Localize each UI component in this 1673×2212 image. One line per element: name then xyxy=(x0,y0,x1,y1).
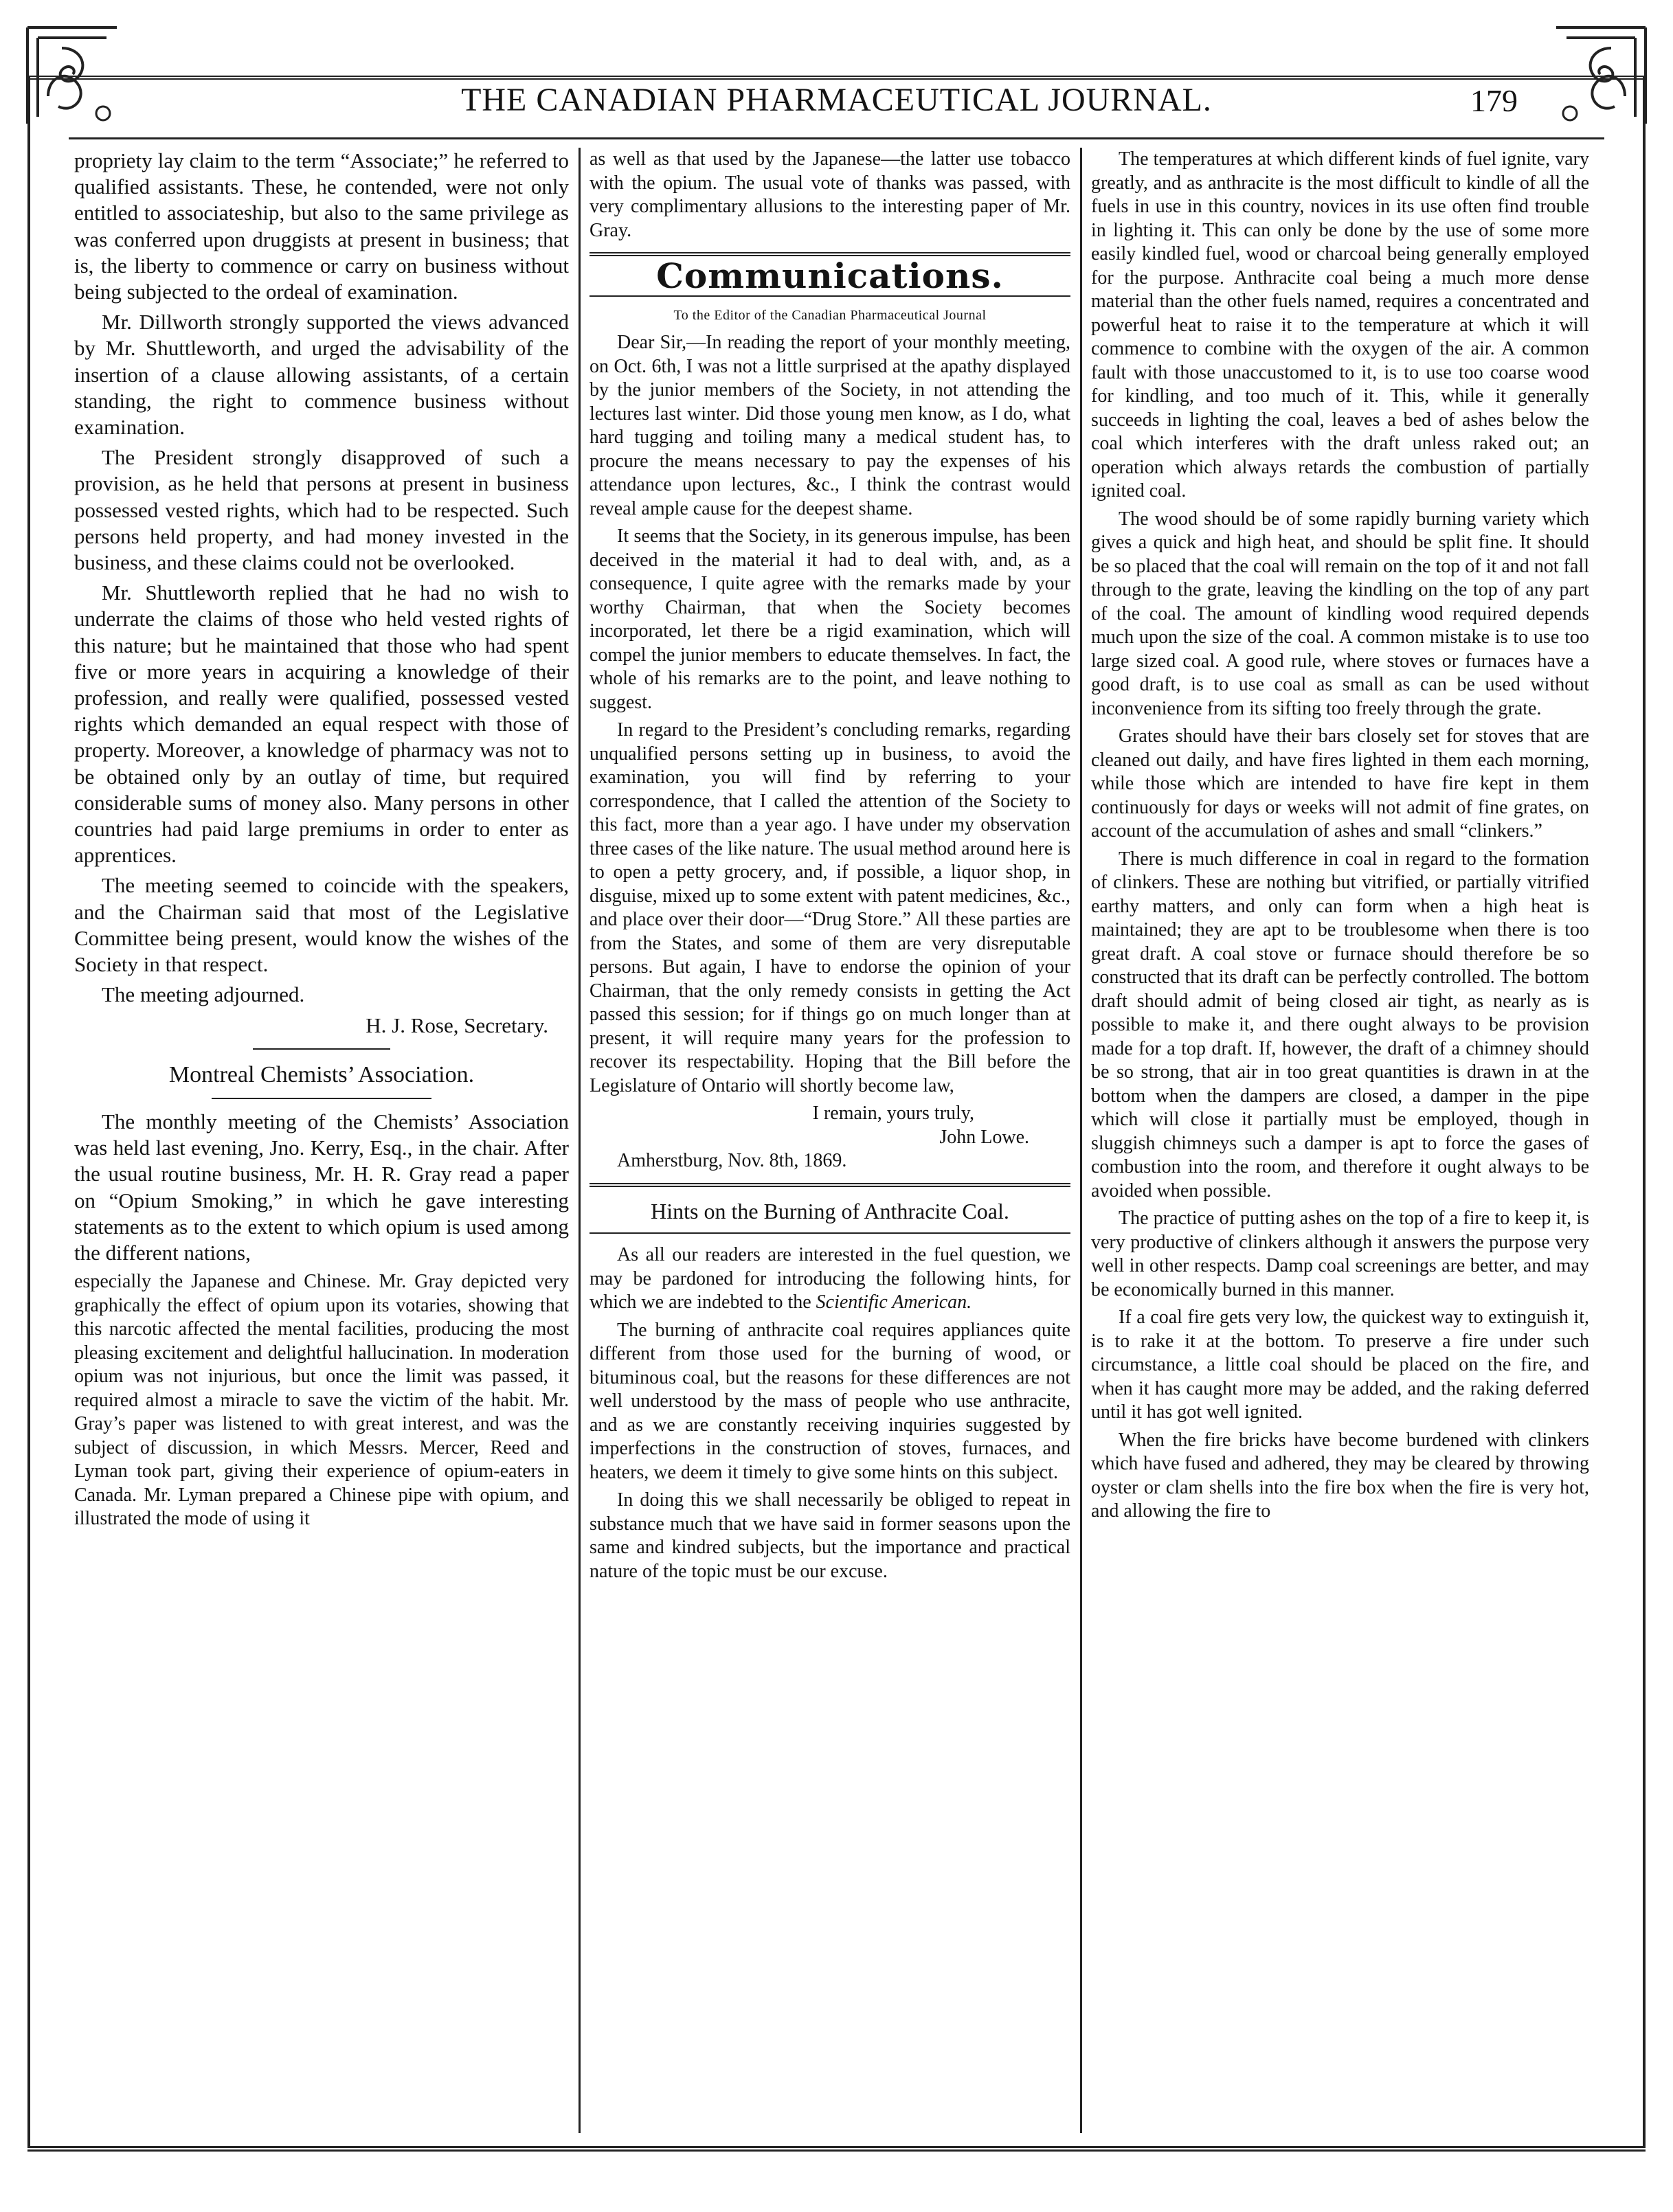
running-head: THE CANADIAN PHARMACEUTICAL JOURNAL. xyxy=(461,82,1212,118)
section-rule xyxy=(212,1098,431,1099)
paragraph: Mr. Dillworth strongly supported the views advanced by Mr. Shuttleworth, and urged the advisability of the insertion of a clause allowing assistants, of a certain standing, the right to commence business without examination. xyxy=(74,310,569,440)
paragraph: When the fire bricks have become burdened with clinkers which have fused and adhered, they may be cleared by throwing oyster or clam shells into the fire box when the fire is very hot, and allowing the fire to xyxy=(1091,1429,1589,1522)
section-rule xyxy=(253,1048,390,1050)
paragraph: The meeting adjourned. xyxy=(102,982,305,1007)
letter-closing: I remain, yours truly, xyxy=(812,1103,974,1124)
paragraph: It seems that the Society, in its generous impulse, has been deceived in the material it had to deal with, and, as a consequence, I quite agree with the remarks made by your worthy Chairman, that when the Society becomes incorporated, let there be a rigid examination, which will compel the junior members to educate themselves. In fact, the whole of his remarks are to the point, and leave nothing to suggest. xyxy=(590,526,1070,713)
header-rule xyxy=(69,137,1604,139)
paragraph: The meeting seemed to coincide with the speakers, and the Chairman said that most of the Legislative Committee being present, would know the wishes of the Society in that respect. xyxy=(74,873,569,977)
source-citation: Scientific American. xyxy=(816,1291,972,1313)
paragraph: If a coal fire gets very low, the quickest way to extinguish it, is to rake it at the bottom. To preserve a fire under such circumstance, a little coal should be placed on the fire, and when it has caught more may be added, and the raking deferred until it has got well ignited. xyxy=(1091,1307,1589,1423)
column-divider xyxy=(579,148,581,2133)
letter-place-date: Amherstburg, Nov. 8th, 1869. xyxy=(617,1150,847,1171)
paragraph: The practice of putting ashes on the top of a fire to keep it, is very productive of clinkers although it answers the purpose very well in other respects. Damp coal screenings are better, and may be economically burned in this manner. xyxy=(1091,1208,1589,1300)
section-title: Communications. xyxy=(656,256,1004,296)
frame-left-rule xyxy=(27,76,30,2146)
section-title: Hints on the Burning of Anthracite Coal. xyxy=(651,1198,1009,1223)
column-divider xyxy=(1080,148,1082,2133)
frame-top-rule xyxy=(27,76,1646,80)
paragraph xyxy=(590,1243,1070,1315)
column-2 xyxy=(590,148,1070,2133)
paragraph: The wood should be of some rapidly burning variety which gives a quick and high heat, and should be split fine. It should be so placed that the coal will remain on the top of it and not fall through to the grate, leaving the kindling on the top of any part of the coal. The amount of kindling wood required depends much upon the size of the coal. A common mistake is to use too large sized coal. A good rule, where stoves or furnaces have a good draft, is to use coal as small as can be used without inconvenience from its sifting too freely through the grate. xyxy=(1091,508,1589,719)
page-number: 179 xyxy=(1470,83,1518,118)
paragraph: especially the Japanese and Chinese. Mr. Gray depicted very graphically the effect of opium upon its votaries, showing that this narcotic affected the mental facilities, producing the most pleasing excitement and delightful hallucination. In moderation opium was not injurious, but once the limit was passed, it required almost a miracle to save the victim of the habit. Mr. Gray’s paper was listened to with great interest, and was the subject of discussion, in which Messrs. Mercer, Reed and Lyman took part, giving their experience of opium-eaters in Canada. Mr. Lyman prepared a Chinese pipe with opium, and illustrated the mode of using it xyxy=(74,1271,569,1530)
paragraph: In doing this we shall necessarily be obliged to repeat in substance much that we have said in former seasons upon the same and kindred subjects, but the importance and practical nature of the topic must be our excuse. xyxy=(590,1489,1070,1582)
paragraph: There is much difference in coal in regard to the formation of clinkers. These are nothing but vitrified, or partially vitrified earthy matters, and only can form when a high heat is maintained; they are apt to be troublesome when there is too great draft. A coal stove or furnace should therefore be so constructed that its draft can be perfectly controlled. The bottom draft should admit of being closed air tight, as nearly as is possible to make it, and there ought always to be provision made for a top draft. If, however, the draft of a chimney should be so strong, that air in too great quantities is drawn in at the bottom when the dampers are closed, a damper in the pipe which will close it partially must be employed, though in sluggish chimneys such a damper is apt to force the gases of combustion into the room, and therefore it ought always to be avoided when possible. xyxy=(1091,848,1589,1201)
secretary-signature: H. J. Rose, Secretary. xyxy=(366,1013,548,1037)
paragraph: The temperatures at which different kinds of fuel ignite, vary greatly, and as anthracite is the most difficult to kindle of all the fuels in use in this country, novices in its use often find trouble in lighting it. This can only be done by the use of some more easily kindled fuel, wood or charcoal being generally employed for the purpose. Anthracite coal being a much more dense material than the other fuels named, requires a concentrated and powerful heat to raise it to the temperature at which it will commence to combine with the oxygen of the air. A common fault with those unaccustomed to it, is to use too coarse wood for kindling, and too much of it. This, while it generally succeeds in lighting the coal, leaves a bed of ashes below the coal which interferes with the draft unless raked out; an operation which always retards the combustion of partially ignited coal. xyxy=(1091,148,1589,501)
paragraph: Grates should have their bars closely set for stoves that are cleaned out daily, and have fires lighted in them each morning, while those which are intended to have fire kept in them continuously for days or weeks will not admit of fine grates, on account of the accumulation of ashes and small “clinkers.” xyxy=(1091,725,1589,842)
paragraph: The burning of anthracite coal requires appliances quite different from those used for the burning of wood, or bituminous coal, but the reasons for these differences are not well understood by the mass of people who use anthracite, and as we are constantly receiving inquiries suggested by imperfections in the construction of stoves, furnaces, and heaters, we deem it timely to give some hints on this subject. xyxy=(590,1319,1070,1483)
section-title: Montreal Chemists’ Association. xyxy=(168,1061,475,1087)
paragraph: In regard to the President’s concluding remarks, regarding unqualified persons setting up in business, to avoid the examination, you will find by referring to your correspondence, that I called the attention of the Society to this fact, more than a year ago. I have under my observation three cases of the like nature. The usual method around here is to open a petty grocery, and, if possible, a liquor shop, in disguise, mixed up to some extent with patent medicines, &c., and place over their door—“Drug Store.” All these parties are from the States, and some of them are very disreputable persons. But again, I have to endorse the opinion of your Chairman, that the only remedy consists in getting the Act passed this session; for if things go on much longer than at present, it will require many years for the profession to recover its respectability. Hoping that the Bill before the Legislature of Ontario will shortly become law, xyxy=(590,719,1070,1096)
paragraph: as well as that used by the Japanese—the latter use tobacco with the opium. The usual vote of thanks was passed, with very complimentary allusions to the interesting paper of Mr. Gray. xyxy=(590,148,1070,241)
paragraph: The monthly meeting of the Chemists’ Association was held last evening, Jno. Kerry, Esq., in the chair. After the usual routine business, Mr. H. R. Gray read a paper on “Opium Smoking,” in which he gave interesting statements as to the extent to which opium is used among the different nations, xyxy=(74,1109,569,1265)
frame-right-rule xyxy=(1643,76,1646,2146)
paragraph: propriety lay claim to the term “Associate;” he referred to qualified assistants. These, he contended, were not only entitled to associateship, but also to the same privilege as was conferred upon druggists at present in business; that is, the liberty to commence or carry on business without being subjected to the ordeal of examination. xyxy=(74,148,569,304)
paragraph: Dear Sir,—In reading the report of your monthly meeting, on Oct. 6th, I was not a little surprised at the apathy displayed by the junior members of the Society, in not attending the lectures last winter. Did those young men know, as I do, what hard tugging and toiling many a medical student has, to procure the means necessary to pay the expenses of his attendance upon lectures, &c., I think the contrast would reveal ample cause for the deepest shame. xyxy=(590,332,1070,519)
paragraph: Mr. Shuttleworth replied that he had no wish to underrate the claims of those who held vested rights of this nature; but he maintained that those who had spent five or more years in acquiring a knowledge of their profession, and really were qualified, possessed vested rights which demanded an equal respect with those of property. Moreover, a knowledge of pharmacy was not to be obtained only by an outlay of time, but required considerable sums of money also. Many persons in other countries had paid large premiums in order to enter as apprentices. xyxy=(74,580,569,868)
frame-bottom-rule xyxy=(27,2146,1646,2152)
section-rule xyxy=(590,1183,1070,1187)
paragraph: The President strongly disapproved of such a provision, as he held that persons at present in business possessed vested rights, which had to be respected. Such persons held property, and had money invested in the business, and these claims could not be overlooked. xyxy=(74,445,569,575)
editor-salutation: To the Editor of the Canadian Pharmaceutical Journal xyxy=(673,307,987,323)
paragraph-text: As all our readers are interested in the fuel question, we may be pardoned for introducing the following hints, for which we are indebted to the xyxy=(590,1244,1070,1313)
column-3 xyxy=(1091,148,1589,2133)
section-rule xyxy=(590,1232,1070,1234)
column-1 xyxy=(74,148,569,2133)
letter-author: John Lowe. xyxy=(939,1126,1029,1148)
